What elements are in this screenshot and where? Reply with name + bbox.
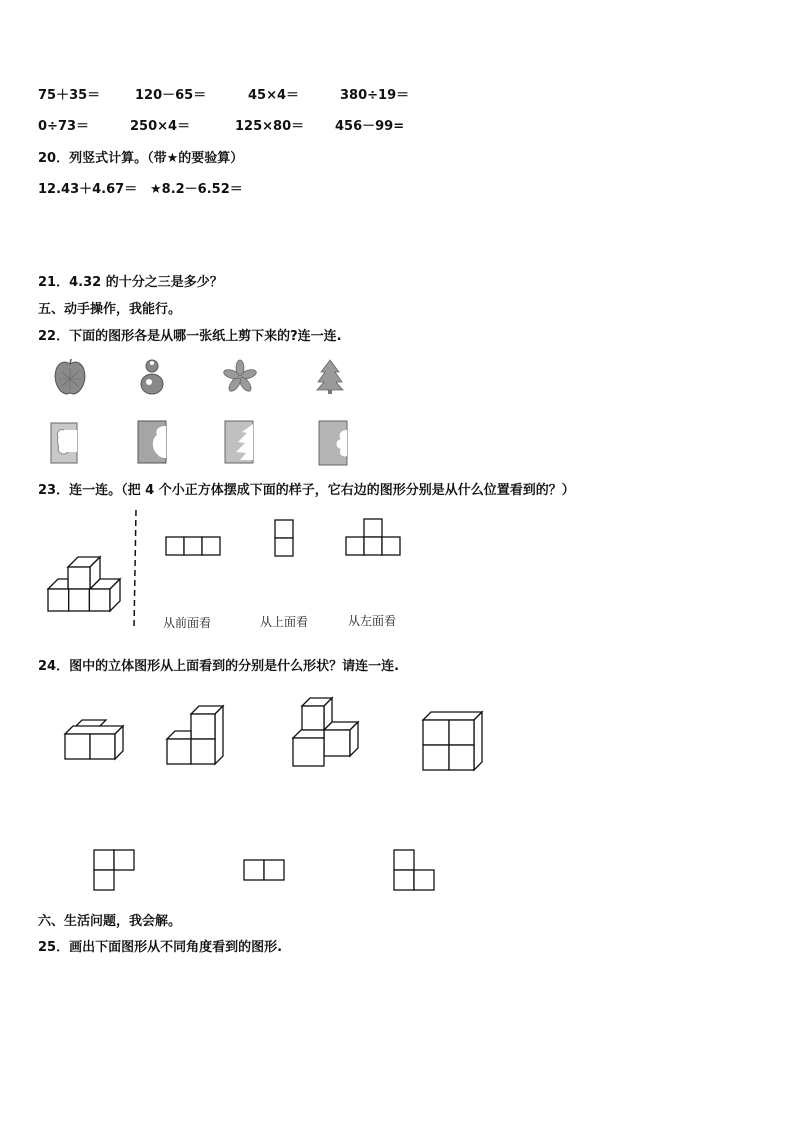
solid-figure-4 [420,708,486,774]
calc-item: 75＋35＝ [38,88,101,103]
q20-item: ★8.2－6.52＝ [150,182,243,197]
top-view-two-row [243,859,287,883]
flower-shape-icon [222,360,258,394]
tree-shape-icon [315,358,345,394]
view-two-stacked [274,519,296,559]
question-21: 21．4.32 的十分之三是多少？ [38,275,223,290]
view-three-in-row [165,536,223,558]
cube-stack-figure [40,545,130,620]
calc-item: 0÷73＝ [38,119,90,134]
top-view-corner-shape [393,849,437,891]
gourd-shape-icon [137,357,167,397]
question-20-title: 20．列竖式计算。（带★的要验算） [38,151,244,166]
calc-item: 380÷19＝ [340,88,410,103]
calc-item: 45×4＝ [248,88,300,103]
paper-gourd-cutout-icon [137,420,167,464]
solid-figure-2 [163,702,229,768]
calc-item: 456－99= [335,119,405,134]
top-view-l-shape [93,849,139,891]
view-label-top: 从上面看 [260,615,309,629]
calc-item: 120－65＝ [135,88,207,103]
paper-flower-cutout-icon [318,420,348,466]
view-label-left: 从左面看 [348,614,397,628]
view-t-shape [345,518,405,558]
question-25: 25．画出下面图形从不同角度看到的图形. [38,940,283,955]
question-22-title: 22．下面的图形各是从哪一张纸上剪下来的?连一连. [38,329,342,344]
question-23-title: 23．连一连。（把 4 个小正方体摆成下面的样子，它右边的图形分别是从什么位置看到的？） [38,483,575,498]
paper-apple-cutout-icon [50,422,78,464]
question-24-title: 24．图中的立体图形从上面看到的分别是什么形状？请连一连. [38,659,400,674]
solid-figure-3 [290,696,364,770]
solid-figure-1 [62,718,130,764]
paper-tree-cutout-icon [224,420,254,464]
section-5-heading: 五、动手操作，我能行。 [38,302,182,317]
q20-item: 12.43＋4.67＝ [38,182,138,197]
calc-item: 250×4＝ [130,119,191,134]
dashed-divider [130,508,140,630]
view-label-front: 从前面看 [163,616,212,630]
calc-item: 125×80＝ [235,119,305,134]
section-6-heading: 六、生活问题，我会解。 [38,914,182,929]
apple-shape-icon [50,358,90,398]
